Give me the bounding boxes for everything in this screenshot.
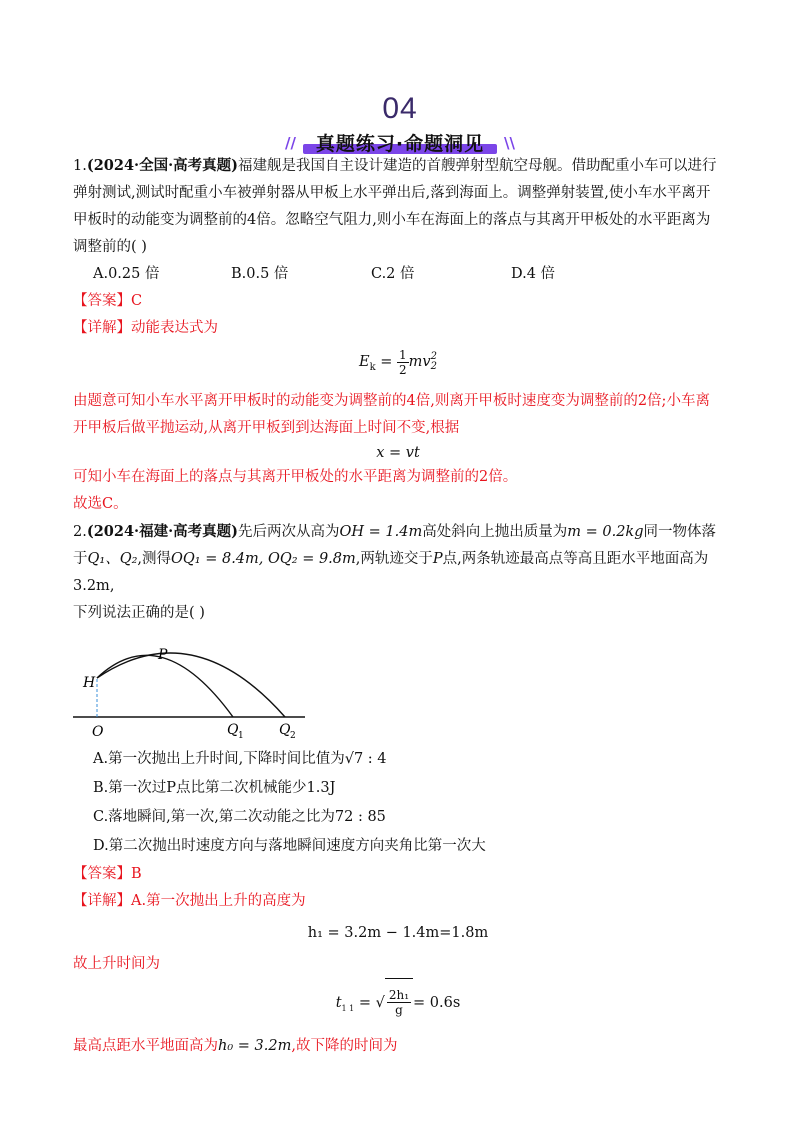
q2-answer-line bbox=[73, 861, 723, 888]
q2-text-d: ,测得 bbox=[137, 550, 172, 567]
q2-oh: OH = 1.4m bbox=[339, 523, 423, 540]
option-a: A.0.25 倍 bbox=[93, 266, 160, 282]
formula-exp: 2 bbox=[430, 351, 437, 362]
formula-e: E bbox=[359, 354, 370, 370]
formula-xvt: x = vt bbox=[376, 444, 420, 461]
answer-label: 【答案】 bbox=[73, 865, 131, 882]
trajectory-2 bbox=[97, 653, 285, 717]
option-math: √7 : 4 bbox=[344, 750, 387, 767]
question-1 bbox=[73, 152, 723, 261]
q2-mass: m = 0.2kg bbox=[567, 523, 644, 540]
q2-text-c: 同一物体落于 bbox=[73, 523, 716, 567]
detail-h0: h₀ = 3.2m bbox=[218, 1037, 292, 1054]
formula-sub2: 2 bbox=[430, 361, 437, 372]
q2-option-a bbox=[73, 745, 723, 774]
label-o: O bbox=[92, 723, 104, 740]
formula-t: $t_{1 1}$ = √ $\frac{\text{2h₁}}{g}$ = 0.6s bbox=[73, 978, 723, 1033]
label-q1: Q bbox=[227, 721, 239, 738]
option-d: D.4 倍 bbox=[511, 266, 556, 282]
formula-kinetic-energy bbox=[73, 342, 723, 388]
q2-text-b: 高处斜向上抛出质量为 bbox=[422, 523, 568, 540]
formula-h1: h₁ = 3.2m − 1.4m=1.8m bbox=[307, 924, 489, 941]
detail-3b: ,故下降的时间为 bbox=[291, 1037, 398, 1054]
formula-den: 2 bbox=[399, 362, 407, 377]
formula-t-den: g bbox=[395, 1003, 403, 1018]
conclusion: 故选C。 bbox=[73, 495, 128, 512]
formula-e-sub: k bbox=[369, 361, 376, 373]
q2-prompt: 下列说法正确的是( ) bbox=[73, 604, 205, 621]
detail-paragraph-2: 由题意可知小车水平离开甲板时的动能变为调整前的4倍,则离开甲板时速度变为调整前的2倍;小车离开甲板后做平抛运动,从离开甲板到到达海面上时间不变,根据 bbox=[73, 392, 710, 436]
formula-eq: = bbox=[375, 354, 398, 370]
q2-text-a: 先后两次从高为 bbox=[238, 523, 340, 540]
q2-qpoints: Q₁、Q₂ bbox=[87, 550, 138, 567]
q2-option-c bbox=[73, 803, 723, 832]
question-number: 1. bbox=[73, 158, 87, 174]
q2-option-b bbox=[73, 774, 723, 803]
answer-line bbox=[73, 288, 723, 315]
detail-paragraph-3: 可知小车在海面上的落点与其离开甲板处的水平距离为调整前的2倍。 bbox=[73, 468, 518, 485]
detail-label: 【详解】 bbox=[73, 892, 131, 909]
question-source: (2024·全国·高考真题) bbox=[86, 157, 239, 174]
trajectory-svg bbox=[73, 631, 333, 741]
option-text: D.第二次抛出时速度方向与落地瞬间速度方向夹角比第一次大 bbox=[93, 837, 486, 854]
label-q2: Q bbox=[279, 721, 291, 738]
formula-t-lhs: t bbox=[335, 994, 342, 1011]
q2-detail-2: 故上升时间为 bbox=[73, 955, 160, 972]
answer-value: B bbox=[131, 865, 142, 882]
option-c: C.2 倍 bbox=[371, 266, 415, 282]
formula-fraction bbox=[397, 348, 409, 377]
question-text: 福建舰是我国自主设计建造的首艘弹射型航空母舰。借助配重小车可以进行弹射测试,测试时配重小车被弹射器从甲板上水平弹出后,落到海面上。调整弹射装置,使小车水平离开甲板时的动能变为调整前的4倍。忽略空气阻力,则小车在海面上的落点与其离开甲板处的水平距离为调整前的( ) bbox=[73, 158, 717, 255]
detail-label: 【详解】 bbox=[73, 320, 131, 336]
formula-mv: mv bbox=[408, 354, 431, 370]
label-h: H bbox=[83, 674, 96, 691]
section-number: 04 bbox=[382, 92, 418, 125]
detail-3a: 最高点距水平地面高为 bbox=[73, 1037, 218, 1054]
q2-p: P bbox=[432, 550, 443, 567]
question-number: 2. bbox=[73, 523, 87, 540]
banner-slash-right: \\ bbox=[504, 134, 515, 152]
trajectory-diagram bbox=[73, 631, 333, 741]
formula-num: 1 bbox=[399, 347, 407, 362]
formula-t-num: 2h₁ bbox=[388, 988, 410, 1003]
option-math: 72 : 85 bbox=[334, 808, 386, 825]
option-text: C.落地瞬间,第一次,第二次动能之比为 bbox=[93, 808, 335, 825]
q2-height: 3.2m bbox=[73, 577, 110, 594]
formula-t-rhs: = 0.6s bbox=[413, 994, 461, 1011]
label-q2-sub: 2 bbox=[290, 730, 296, 741]
q2-text-g: , bbox=[109, 577, 115, 594]
q2-text-e: ,两轨迹交于 bbox=[355, 550, 433, 567]
label-p: P bbox=[158, 646, 168, 663]
q2-detail-line bbox=[73, 888, 723, 915]
trajectory-1 bbox=[97, 655, 233, 717]
banner-slash-left: // bbox=[285, 134, 296, 152]
options-row bbox=[73, 261, 723, 288]
page-content bbox=[73, 150, 723, 1060]
option-b: B.0.5 倍 bbox=[231, 266, 289, 282]
label-q1-sub: 1 bbox=[238, 730, 244, 741]
q2-oq: OQ₁ = 8.4m, OQ₂ = 9.8m bbox=[171, 550, 356, 567]
question-source: (2024·福建·高考真题) bbox=[86, 522, 239, 540]
detail-intro: 动能表达式为 bbox=[131, 320, 218, 336]
q2-option-d bbox=[73, 832, 723, 861]
answer-value: C bbox=[131, 293, 143, 309]
option-math: 1.3J bbox=[306, 779, 336, 796]
detail-line bbox=[73, 315, 723, 342]
option-text: B.第一次过P点比第二次机械能少 bbox=[93, 779, 307, 796]
answer-label: 【答案】 bbox=[73, 293, 131, 309]
q2-text-f: 点,两条轨迹最高点等高且距水平地面高为 bbox=[442, 550, 709, 567]
detail-text: A.第一次抛出上升的高度为 bbox=[131, 892, 306, 909]
banner-title: 真题练习·命题洞见 bbox=[315, 133, 485, 155]
question-2 bbox=[73, 518, 723, 600]
formula-t-sub: 1 1 bbox=[341, 1003, 355, 1013]
q2-detail-3 bbox=[73, 1033, 723, 1060]
option-text: A.第一次抛出上升时间,下降时间比值为 bbox=[93, 750, 345, 767]
